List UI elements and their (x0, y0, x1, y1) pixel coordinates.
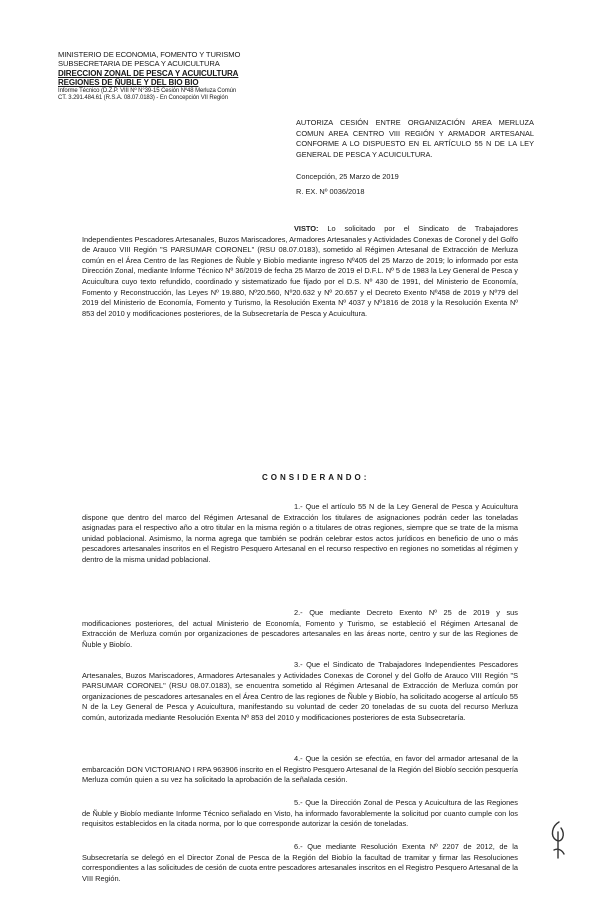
letterhead (58, 50, 298, 103)
ministry-line: MINISTERIO DE ECONOMIA, FOMENTO Y TURISMO (58, 50, 241, 59)
resolution-number: R. EX. Nº 0036/2018 (296, 187, 365, 196)
zonal-direction-line: DIRECCION ZONAL DE PESCA Y ACUICULTURA (58, 68, 239, 78)
subsecretary-line: SUBSECRETARIA DE PESCA Y ACUICULTURA (58, 59, 220, 69)
visto-text: Lo solicitado por el Sindicato de Trabajadores Independientes Pescadores Artesanales, Buzos Mariscadores, Armadores Artesanales y Actividades Conexas de Coronel y del Golfo de Arauco VIII Región "S PARSUMAR CORONEL" (RSU 08.07.0183), sometido al Régimen Artesanal de Extracción de Merluza común en el Área Centro de las Regiones de Ñuble y Biobío mediante ingreso Nº405 del 25 Marzo de 2019; lo informado por esta Dirección Zonal, mediante Informe Técnico Nº 36/2019 de fecha 25 Marzo de 2019 el D.F.L. Nº 5 de 1983 la Ley General de Pesca y Acuicultura cuyo texto refundido, coordinado y sistematizado fue fijado por el D.S. Nº 430 de 1991, del Ministerio de Economía, Fomento y Reconstrucción, las Leyes Nº 19.880, Nº20.560, Nº20.632 y Nº 20.657 y el Decreto Exento Nº458 de 2019 y Nº79 del 2019 del Ministerio de Economía, Fomento y Turismo, la Resolución Exenta Nº 4037 y Nº1816 de 2018 y la Resolución Exenta Nº 853 del 2010 y modificaciones posteriores, de la Subsecretaría de Pesca y Acuicultura. (82, 224, 518, 318)
place-date: Concepción, 25 Marzo de 2019 (296, 172, 399, 181)
visto-paragraph (82, 224, 518, 319)
regions-line: REGIONES DE ÑUBLE Y DEL BIO BIO (58, 78, 199, 88)
report-reference-line: Informe Técnico (D.Z.P. VIII Nº N°39-15 Cesión Nº48 Merluza Común (58, 87, 237, 94)
registry-reference-line: CT. 3.291.484.61 (R.S.A. 08.07.0183) - En Concepción VII Región (58, 95, 228, 102)
considerando-2: 2.- Que mediante Decreto Exento Nº 25 de 2019 y sus modificaciones posteriores, del actual Ministerio de Economía, Fomento y Turismo, se estableció el Régimen Artesanal de Extracción de Merluza común por organizaciones de pescadores artesanales en las áreas norte, centro y sur de las Regiones de Ñuble y Biobío. (82, 608, 518, 649)
considerando-4: 4.- Que la cesión se efectúa, en favor del armador artesanal de la embarcación DON VICTORIANO I RPA 963906 inscrito en el Registro Pesquero Artesanal de la Región del Biobío sección pesquería Merluza común quien a su vez ha solicitado la aprobación de la señalada cesión. (82, 754, 519, 785)
considerando-1: 1.- Que el artículo 55 N de la Ley General de Pesca y Acuicultura dispone que dentro del marco del Régimen Artesanal de Extracción los titulares de asignaciones podrán ceder las toneladas asignadas para el respectivo año a otro titular en la misma región o a titulares de otras regiones, siempre que se trate de la misma unidad poblacional. Asimismo, la norma agrega que también se podrán celebrar estos actos jurídicos en beneficio de uno o más pescadores artesanales inscritos en el Registro Pesquero Artesanal en el recurso respectivo en regiones no sometidas al régimen y dentro de la misma unidad poblacional. (82, 502, 518, 564)
considerando-5: 5.- Que la Dirección Zonal de Pesca y Acuicultura de las Regiones de Ñuble y Biobío mediante Informe Técnico señalado en Visto, ha informado favorablemente la solicitud por cuanto cumple con los requisitos establecidos en la citada norma, por lo que corresponde autorizar la cesión de toneladas. (82, 798, 518, 829)
considerando-3: 3.- Que el Sindicato de Trabajadores Independientes Pescadores Artesanales, Buzos Mariscadores, Armadores Artesanales y Actividades Conexas de Coronel y del Golfo de Arauco VIII Región "S PARSUMAR CORONEL" (RSU 08.07.0183), se encuentra sometido al Régimen Artesanal de Extracción de Merluza común por organizaciones de pescadores artesanales en el Área Centro de las regiones de Ñuble y Biobío, ha solicitado acogerse al artículo 55 N de la Ley General de Pesca y Acuicultura, manifestando su voluntad de ceder 20 toneladas de su cuota del recurso Merluza común, autorizada mediante Resolución Exenta Nº 853 del 2010 y modificaciones posteriores de esta Subsecretaría. (82, 660, 518, 722)
considerando-6: 6.- Que mediante Resolución Exenta Nº 2207 de 2012, de la Subsecretaría se delegó en el Director Zonal de Pesca de la Región del Biobío la facultad de tramitar y firmar las Resoluciones correspondientes a las solicitudes de cesión de cuota entre pescadores artesanales inscritos en el Registro Pesquero Artesanal de la VIII Región. (82, 842, 518, 883)
visto-label: VISTO: (294, 224, 319, 233)
signature-initial-mark (544, 820, 574, 860)
resolution-title: AUTORIZA CESIÓN ENTRE ORGANIZACIÓN AREA MERLUZA COMUN AREA CENTRO VIII REGIÓN Y ARMADOR ARTESANAL CONFORME A LO DISPUESTO EN EL ARTÍCULO 55 N DE LA LEY GENERAL DE PESCA Y ACUICULTURA. (296, 118, 534, 159)
considerando-heading: CONSIDERANDO: (262, 473, 370, 482)
